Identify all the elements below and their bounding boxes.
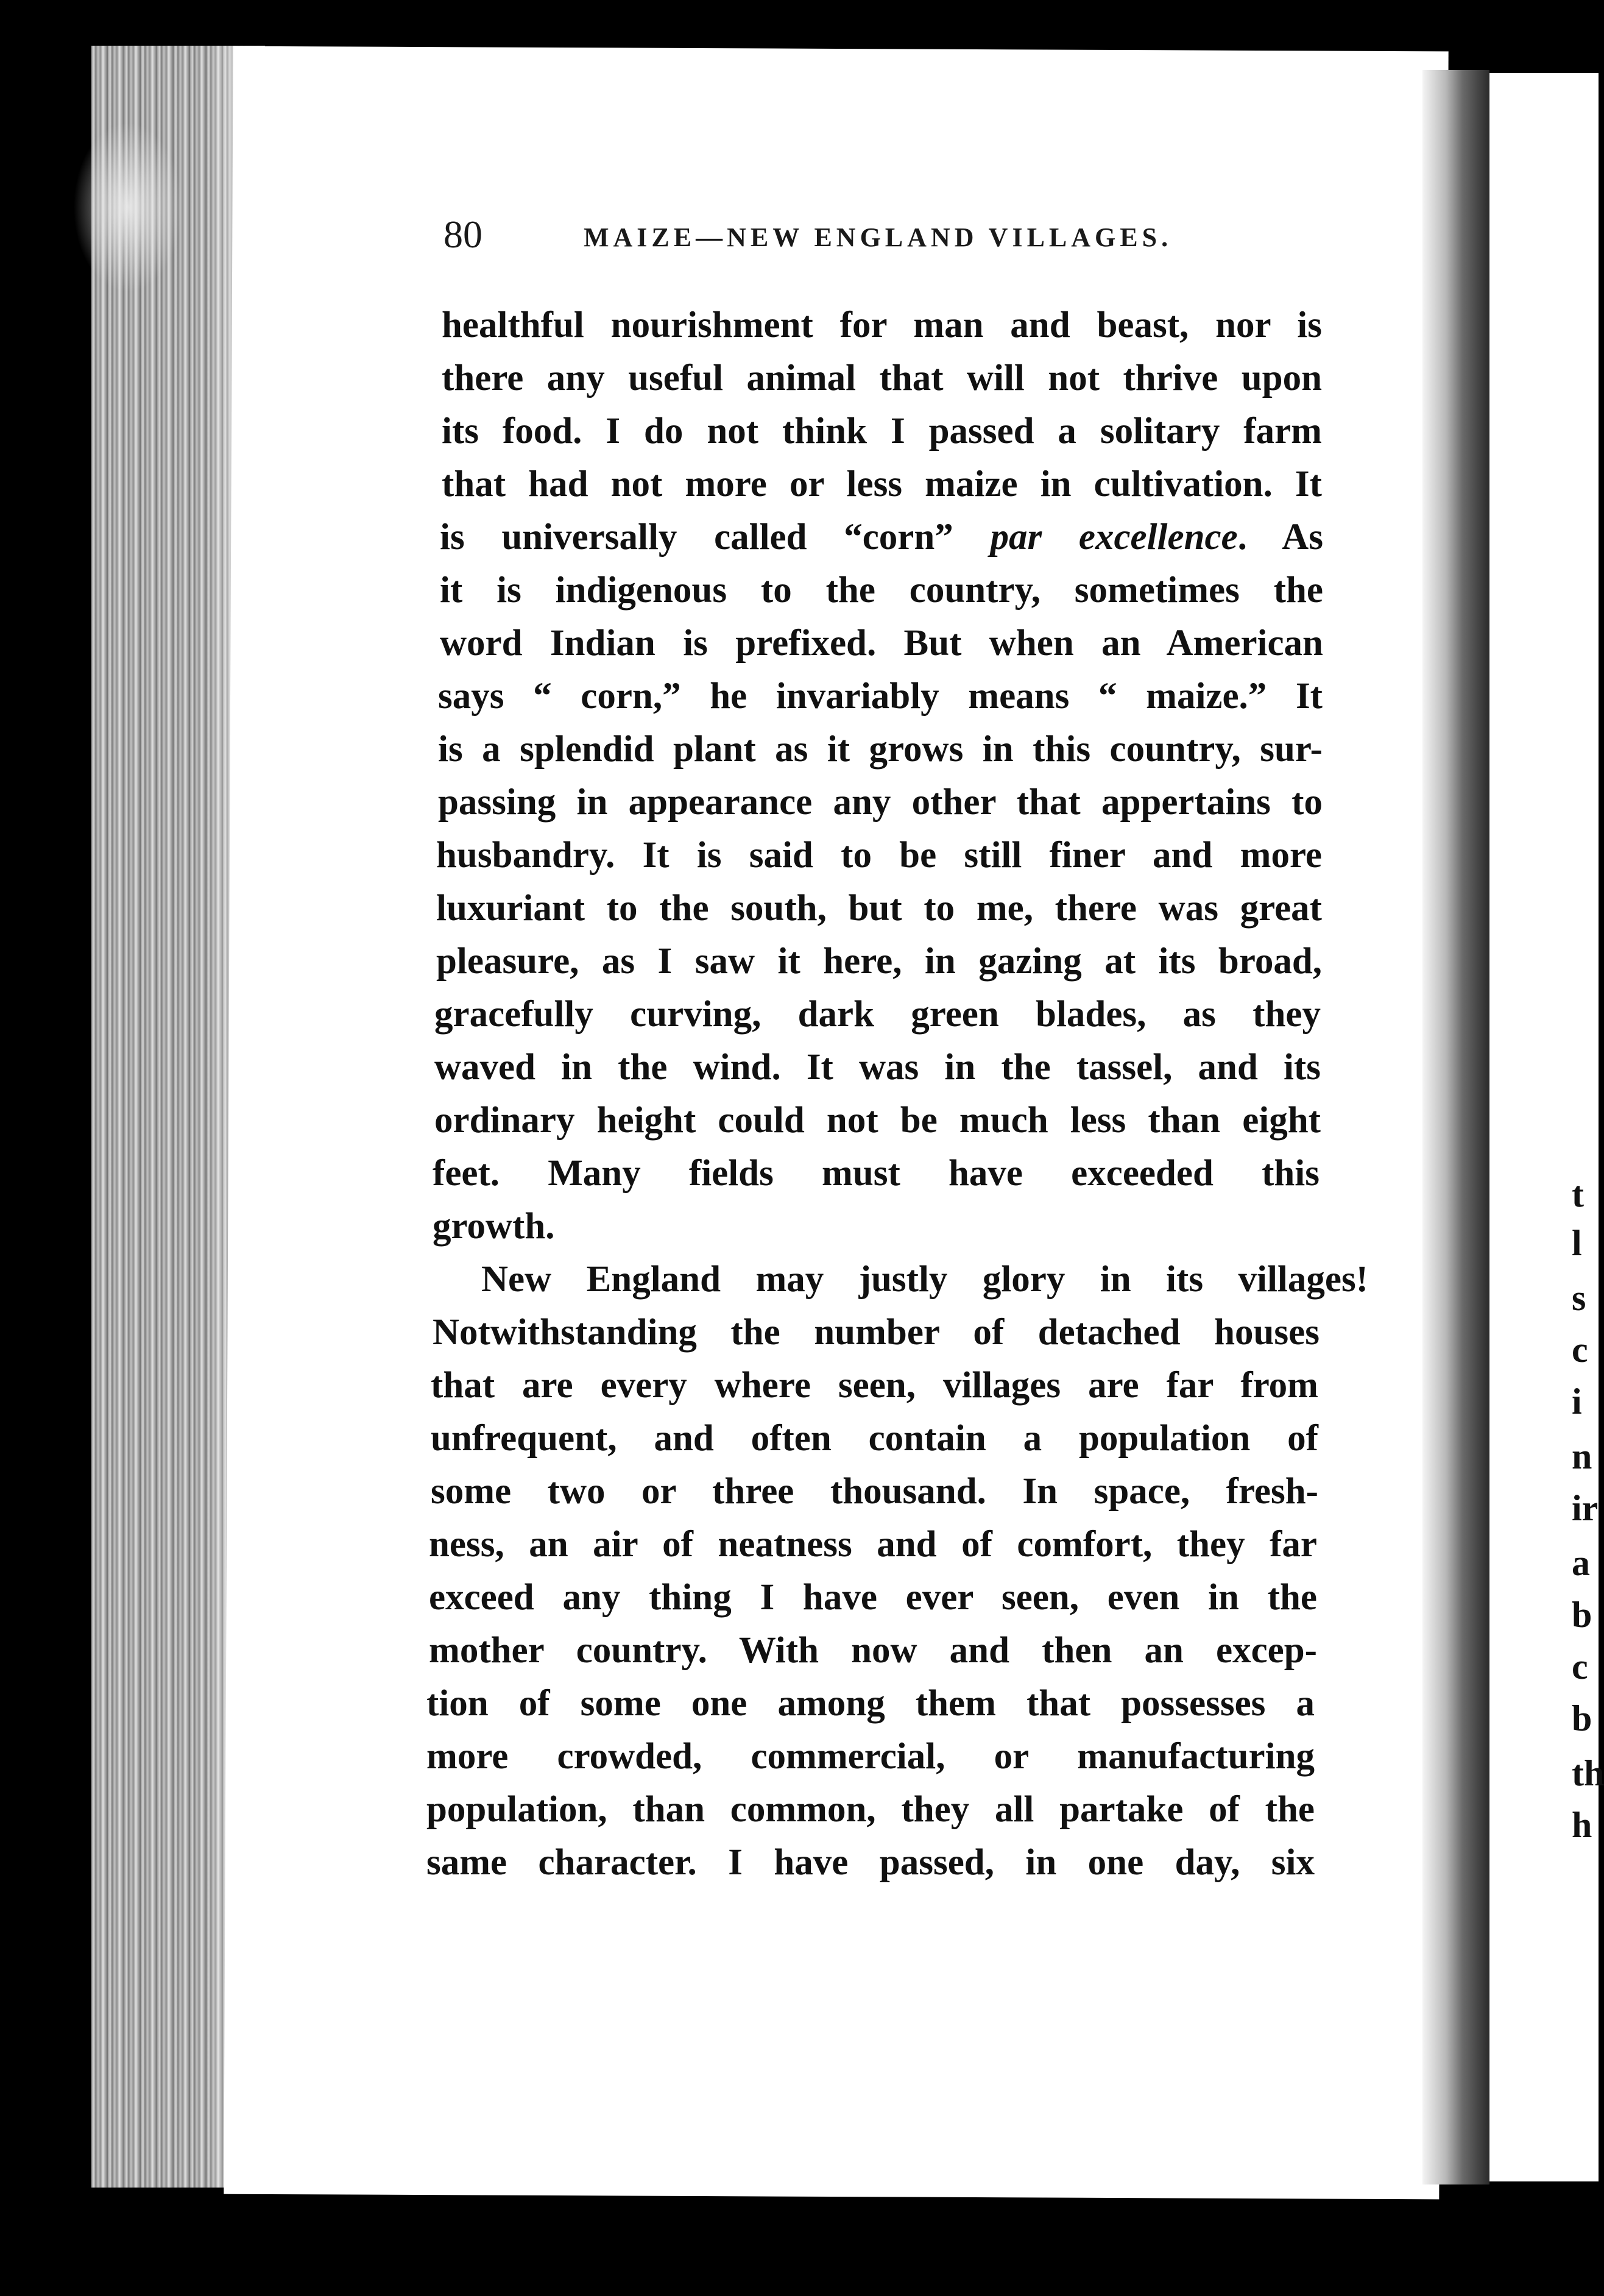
- text-line: is a splendid plant as it grows in this country, sur-: [438, 729, 1323, 770]
- running-head-title: MAIZE—NEW ENGLAND VILLAGES.: [584, 222, 1173, 252]
- text-line: passing in appearance any other that appertains to: [438, 782, 1323, 823]
- text-line: Notwithstanding the number of detached houses: [433, 1312, 1320, 1353]
- paragraph: [426, 1253, 1368, 1889]
- text-line: growth.: [433, 1206, 555, 1247]
- text-line: New England may justly glory in its villages!: [481, 1259, 1368, 1300]
- text-line: ness, an air of neatness and of comfort, they far: [429, 1524, 1317, 1565]
- text-line: it is indigenous to the country, sometimes the: [440, 570, 1323, 611]
- facing-page-letter: c: [1572, 1646, 1588, 1687]
- text-line: mother country. With now and then an excep-: [429, 1630, 1317, 1671]
- facing-page-letter: n: [1572, 1436, 1592, 1476]
- text-line: pleasure, as I saw it here, in gazing at its broad,: [436, 941, 1322, 982]
- text-line: its food. I do not think I passed a solitary farm: [442, 411, 1322, 452]
- text-line: gracefully curving, dark green blades, as they: [434, 994, 1321, 1035]
- facing-page-letter: h: [1572, 1805, 1592, 1845]
- text-line: unfrequent, and often contain a population of: [431, 1418, 1318, 1459]
- text-line: that are every where seen, villages are far from: [431, 1365, 1318, 1406]
- text-line: healthful nourishment for man and beast, nor is: [442, 305, 1322, 345]
- facing-page-letter: b: [1572, 1698, 1592, 1738]
- facing-page-letter: ir: [1572, 1488, 1599, 1528]
- text-line: same character. I have passed, in one day, six: [426, 1842, 1315, 1883]
- text-line: there any useful animal that will not thrive upon: [442, 358, 1322, 399]
- page-number: 80: [443, 213, 482, 256]
- text-line: word Indian is prefixed. But when an American: [440, 623, 1323, 664]
- scan-smudge: [73, 122, 183, 292]
- text-line: husbandry. It is said to be still finer and more: [436, 835, 1322, 876]
- text-line: some two or three thousand. In space, fresh-: [431, 1471, 1318, 1512]
- text-line: waved in the wind. It was in the tassel, and its: [434, 1047, 1321, 1088]
- text-line: exceed any thing I have ever seen, even in the: [429, 1577, 1317, 1618]
- text-line: ordinary height could not be much less than eight: [434, 1100, 1321, 1141]
- facing-page-letter: t: [1572, 1174, 1584, 1214]
- running-head: [443, 212, 1235, 267]
- text-line: population, than common, they all partake of the: [426, 1789, 1315, 1830]
- italic-phrase: par excellence: [990, 517, 1238, 558]
- text-line: luxuriant to the south, but to me, there was great: [436, 888, 1322, 929]
- facing-page-letter: c: [1572, 1330, 1588, 1370]
- text-line: says “ corn,” he invariably means “ maize.” It: [438, 676, 1323, 717]
- facing-page-letter: i: [1572, 1381, 1582, 1422]
- text-line: more crowded, commercial, or manufacturing: [426, 1736, 1315, 1777]
- body-text: [426, 299, 1368, 1889]
- text-line: that had not more or less maize in cultivation. It: [442, 464, 1322, 505]
- page-edge-fade: [207, 46, 265, 2188]
- paragraph: [426, 299, 1322, 1253]
- book-gutter-shadow: [1422, 70, 1489, 2184]
- facing-page-letter: l: [1572, 1223, 1582, 1263]
- facing-page-letter: b: [1572, 1595, 1592, 1635]
- facing-page-letter: th: [1572, 1753, 1604, 1793]
- facing-page-letter: a: [1572, 1543, 1590, 1583]
- facing-page-edge: [1489, 73, 1599, 2181]
- text-line: is universally called “corn” par excellence. As: [440, 517, 1323, 558]
- text-line: tion of some one among them that possesses a: [426, 1683, 1315, 1724]
- facing-page-letter: s: [1572, 1278, 1586, 1318]
- text-line: feet. Many fields must have exceeded this: [433, 1153, 1320, 1194]
